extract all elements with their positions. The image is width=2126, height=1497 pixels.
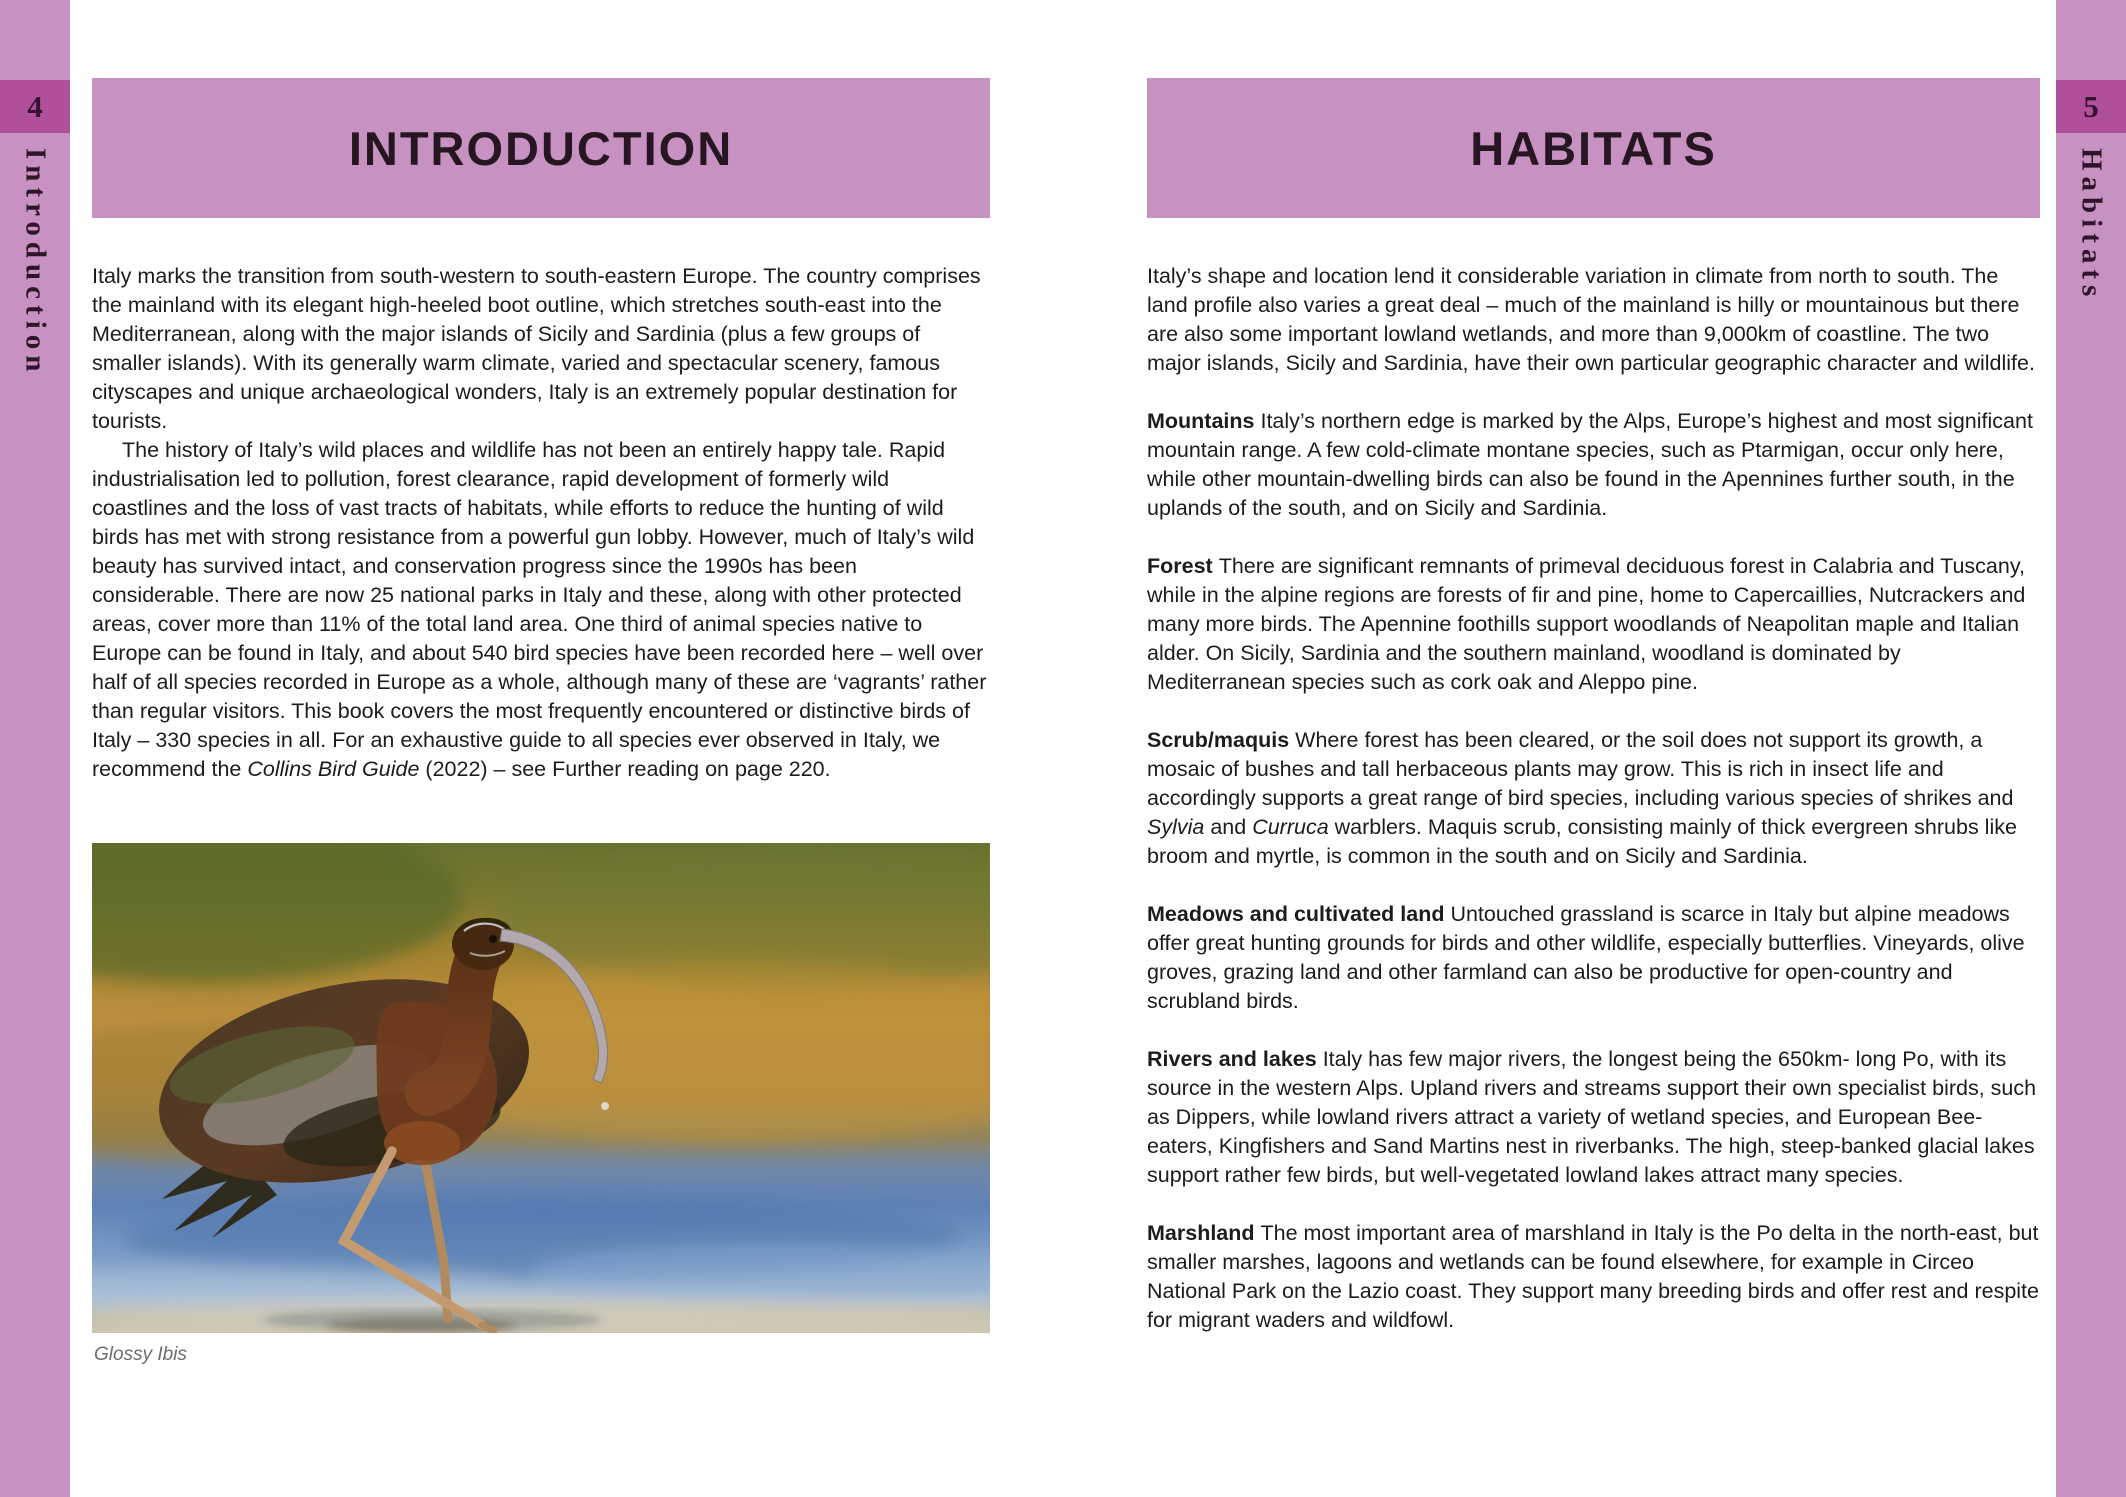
paragraph-text: Where forest has been cleared, or the soil does not support its growth, a mosaic of bushes and tall herbaceous plants may grow. This is rich in insect life and accordingly supports a great range of bird species, including various species of shrikes and xyxy=(1147,728,2014,810)
paragraph-lead: Mountains xyxy=(1147,409,1261,433)
paragraph-lead: Rivers and lakes xyxy=(1147,1047,1323,1071)
paragraph-text: Untouched grassland is scarce in Italy but alpine meadows offer great hunting grounds for birds and other wildlife, especially butterflies. Vineyards, olive groves, grazing land and other farmland can also be productive for open-country and scrubland birds. xyxy=(1147,902,2025,1013)
paragraph-text: (2022) – see Further reading on page 220. xyxy=(419,757,831,781)
glossy-ibis-photo xyxy=(92,843,990,1333)
right-page xyxy=(1147,0,2040,1497)
paragraph-text: Sylvia xyxy=(1147,815,1205,839)
paragraph xyxy=(1147,1219,2040,1335)
paragraph-text: The history of Italy’s wild places and wildlife has not been an entirely happy tale. Rapid industrialisation led to pollution, forest clearance, rapid development of formerly wild coastlines and the loss of vast tracts of habitats, while efforts to reduce the hunting of wild birds has met with strong resistance from a powerful gun lobby. However, much of Italy’s wild beauty has survived intact, and conservation progress since the 1990s has been considerable. There are now 25 national parks in Italy and these, along with other protected areas, cover more than 11% of the total land area. One third of animal species native to Europe can be found in Italy, and about 540 bird species have been recorded here – well over half of all species recorded in Europe as a whole, although many of these are ‘vagrants’ rather than regular visitors. This book covers the most frequently encountered or distinctive birds of Italy – 330 species in all. For an exhaustive guide to all species ever observed in Italy, we recommend the xyxy=(92,438,987,781)
photo-caption: Glossy Ibis xyxy=(94,1344,187,1365)
paragraph-lead: Marshland xyxy=(1147,1221,1261,1245)
paragraph-text: Italy has few major rivers, the longest being the 650km- long Po, with its source in the western Alps. Upland rivers and streams support their own specialist birds, such as Dippers, while lowland rivers attract a variety of wetland species, and European Bee-eaters, Kingfishers and Sand Martins nest in riverbanks. The high, steep-banked glacial lakes support rather few birds, but well-vegetated lowland lakes attract many species. xyxy=(1147,1047,2037,1187)
paragraph-text: There are significant remnants of primeval deciduous forest in Calabria and Tuscany, while in the alpine regions are forests of fir and pine, home to Capercaillies, Nutcrackers and many more birds. The Apennine foothills support woodlands of Neapolitan maple and Italian alder. On Sicily, Sardinia and the southern mainland, woodland is dominated by Mediterranean species such as cork oak and Aleppo pine. xyxy=(1147,554,2026,694)
right-page-number: 5 xyxy=(2083,88,2099,124)
paragraph-text: Italy’s northern edge is marked by the Alps, Europe’s highest and most significant mountain range. A few cold-climate montane species, such as Ptarmigan, occur only here, while other mountain-dwelling birds can also be found in the Apennines further south, in the uplands of the south, and on Sicily and Sardinia. xyxy=(1147,409,2033,520)
paragraph-text: Italy marks the transition from south-western to south-eastern Europe. The country comprises the mainland with its elegant high-heeled boot outline, which stretches south-east into the Mediterranean, along with the major islands of Sicily and Sardinia (plus a few groups of smaller islands). With its generally warm climate, varied and spectacular scenery, famous cityscapes and unique archaeological wonders, Italy is an extremely popular destination for tourists. xyxy=(92,264,981,433)
paragraph xyxy=(92,436,990,784)
paragraph xyxy=(1147,900,2040,1016)
paragraph-text: and xyxy=(1204,815,1253,839)
paragraph-text: Curruca xyxy=(1252,815,1329,839)
paragraph xyxy=(1147,726,2040,871)
right-page-edge-tab xyxy=(2056,0,2126,1497)
right-chapter-tab-label: Habitats xyxy=(2075,148,2108,303)
paragraph xyxy=(1147,262,2040,378)
habitats-text xyxy=(1147,262,2040,1364)
paragraph-text: warblers. Maquis scrub, consisting mainly of thick evergreen shrubs like broom and myrtle, is common in the south and on Sicily and Sardinia. xyxy=(1147,815,2017,868)
paragraph xyxy=(1147,407,2040,523)
paragraph-lead: Meadows and cultivated land xyxy=(1147,902,1451,926)
paragraph xyxy=(92,262,990,436)
right-page-number-box xyxy=(2056,80,2126,133)
paragraph-text: The most important area of marshland in Italy is the Po delta in the north-east, but smaller marshes, lagoons and wetlands can be found elsewhere, for example in Circeo National Park on the Lazio coast. They support many breeding birds and offer rest and respite for migrant waders and wildfowl. xyxy=(1147,1221,2039,1332)
left-page-number: 4 xyxy=(27,88,43,124)
paragraph xyxy=(1147,1045,2040,1190)
right-page-title-banner xyxy=(1147,78,2040,218)
paragraph xyxy=(1147,552,2040,697)
paragraph-lead: Scrub/maquis xyxy=(1147,728,1296,752)
left-page-number-box xyxy=(0,80,70,133)
introduction-text xyxy=(92,262,990,784)
right-page-title: HABITATS xyxy=(1470,121,1717,175)
glossy-ibis-illustration xyxy=(92,843,990,1333)
paragraph-text: Italy’s shape and location lend it considerable variation in climate from north to south. The land profile also varies a great deal – much of the mainland is hilly or mountainous but there are also some important lowland wetlands, and more than 9,000km of coastline. The two major islands, Sicily and Sardinia, have their own particular geographic character and wildlife. xyxy=(1147,264,2035,375)
paragraph-lead: Forest xyxy=(1147,554,1219,578)
left-page xyxy=(92,0,990,1497)
left-page-title-banner xyxy=(92,78,990,218)
left-page-edge-tab xyxy=(0,0,70,1497)
paragraph-text: Collins Bird Guide xyxy=(247,757,420,781)
left-page-title: INTRODUCTION xyxy=(348,121,734,175)
left-chapter-tab-label: Introduction xyxy=(19,148,52,378)
